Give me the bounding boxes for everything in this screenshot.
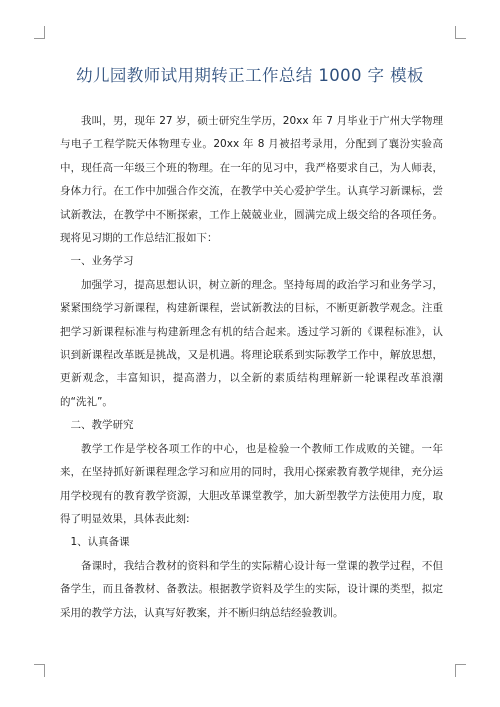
crop-mark-bottom-right	[455, 664, 466, 677]
intro-paragraph: 我叫，男，现年 27 岁，硕士研究生学历，20xx 年 7 月毕业于广州大学物理与电子工程学院天体物理专业。20xx 年 8 月被招考录用，分配到了襄汾实验高中，现任高一年级三个班的物理。在一年的见习中，我严格要求自己，为人师表，身体力行。在工作中加强合作交流，在教学中关心爱护学生。认真学习新课标，尝试新教法，在教学中不断探索，工作上兢兢业业，圆满完成上级交给的各项任务。现将见习期的工作总结汇报如下：	[60, 115, 443, 245]
section-1-paragraph: 加强学习，提高思想认识，树立新的理念。坚持每周的政治学习和业务学习，紧紧围绕学习新课程，构建新课程，尝试新教法的目标，不断更新教学观念。注重把学习新课程标准与构建新理念有机的结合起来。透过学习新的《课程标准》，认识到新课程改革既是挑战，又是机遇。将理论联系到实际教学工作中，解放思想，更新观念，丰富知识，提高潜力，以全新的素质结构理解新一轮课程改革浪潮的“洗礼”。	[60, 278, 443, 408]
crop-mark-top-left	[34, 26, 45, 39]
section-heading-1: 一、业务学习	[70, 255, 134, 268]
document-body	[60, 110, 443, 625]
subsection-1-paragraph: 备课时，我结合教材的资料和学生的实际精心设计每一堂课的教学过程，不但备学生，而且备教材、备教法。根据教学资料及学生的实际，设计课的类型，拟定采用的教学方法，认真写好教案，并不断归纳总结经验教训。	[60, 559, 443, 619]
crop-mark-top-right	[455, 26, 466, 39]
document-title: 幼儿园教师试用期转正工作总结 1000 字 模板	[76, 66, 424, 85]
crop-mark-bottom-left	[34, 664, 45, 677]
section-2-paragraph: 教学工作是学校各项工作的中心，也是检验一个教师工作成败的关键。一年来，在坚持抓好新课程理念学习和应用的同时，我用心探索教育教学规律，充分运用学校现有的教育教学资源，大胆改革课堂教学，加大新型教学方法使用力度，取得了明显效果，具体表此刻:	[60, 442, 443, 525]
subsection-heading-1: 1、认真备课	[70, 536, 130, 549]
section-heading-2: 二、教学研究	[70, 419, 134, 432]
